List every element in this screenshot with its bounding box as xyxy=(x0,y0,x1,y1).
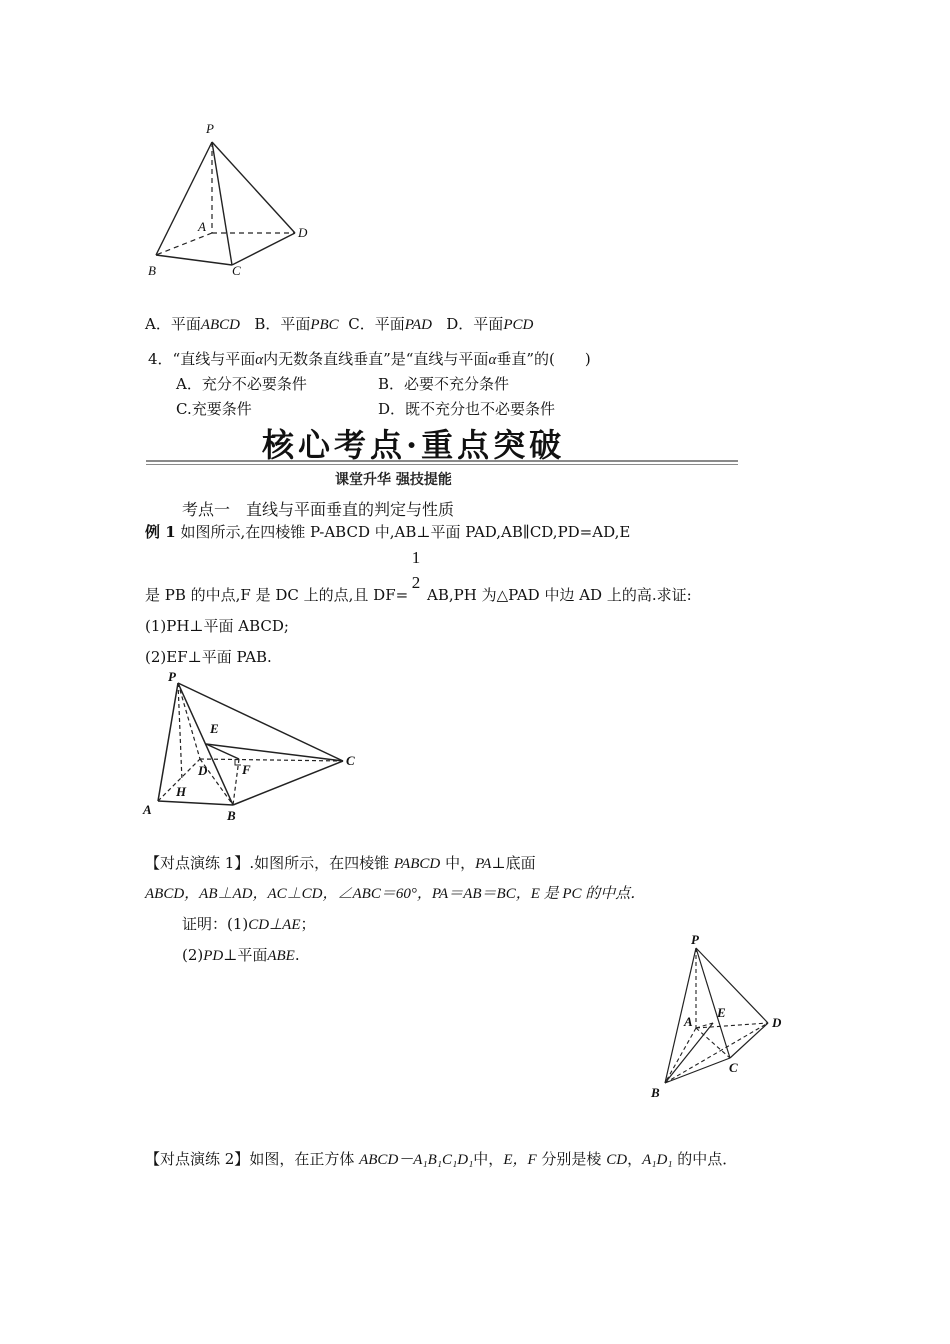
label-f: F xyxy=(242,762,251,777)
q3-option-d: D．平面PCD xyxy=(446,315,534,333)
drill1-line2: ABCD，AB⊥AD，AC⊥CD，∠ABC＝60°，PA＝AB＝BC，E 是 PC 的中点． xyxy=(145,886,646,902)
label-b: B xyxy=(148,263,156,278)
example1-line1 xyxy=(145,521,630,542)
figure-pyramid-2 xyxy=(138,668,368,828)
q4-option-a: A．充分不必要条件 xyxy=(176,375,307,393)
edge-ab-hidden xyxy=(156,233,212,255)
pyramid-1-diagram xyxy=(140,115,320,285)
label-b: B xyxy=(227,808,236,823)
edge-dc-hidden xyxy=(200,759,343,761)
drill1-proof1: 证明：(1)CD⊥AE； xyxy=(182,915,316,933)
label-e: E xyxy=(717,1005,726,1020)
example1-part1: (1)PH⊥平面 ABCD; xyxy=(145,617,289,635)
label-d: D xyxy=(298,225,308,240)
example1-part2: (2)EF⊥平面 PAB. xyxy=(145,648,272,666)
edge-cd xyxy=(730,1023,768,1058)
edge-pc xyxy=(696,948,730,1058)
edge-pb xyxy=(156,142,212,255)
fraction-half xyxy=(407,548,425,593)
edge-pd xyxy=(696,948,768,1023)
label-h: H xyxy=(176,784,187,799)
banner-subtitle: 课堂升华 强技提能 xyxy=(335,472,452,488)
diagonal-bd-hidden xyxy=(665,1023,768,1083)
example1-line2-pre: 是 PB 的中点,F 是 DC 上的点,且 DF= xyxy=(145,586,409,604)
drill2-line1: 【对点演练 2】如图，在正方体 ABCD－A₁B₁C₁D₁中，E，F 分别是棱 CD，A₁D₁ 的中点． xyxy=(145,1150,738,1168)
edge-pd-hidden xyxy=(178,683,200,759)
edge-pc xyxy=(178,683,343,761)
example1-text1: 如图所示,在四棱锥 P-ABCD 中,AB⊥平面 PAD,AB∥CD,PD=AD,E xyxy=(180,523,631,541)
q4-stem: 4．“直线与平面α内无数条直线垂直”是“直线与平面α垂直”的( ) xyxy=(148,350,591,368)
label-a: A xyxy=(684,1014,693,1029)
figure-pyramid-3 xyxy=(640,928,820,1103)
label-a: A xyxy=(198,219,206,234)
label-c: C xyxy=(232,263,241,278)
label-a: A xyxy=(143,802,152,817)
q4-option-b: B．必要不充分条件 xyxy=(378,375,510,393)
edge-ad-hidden xyxy=(696,1023,768,1028)
drill1-line1: 【对点演练 1】.如图所示，在四棱锥 PABCD 中，PA⊥底面 xyxy=(145,854,536,872)
fraction-numerator: 1 xyxy=(411,548,421,567)
edge-bc xyxy=(156,255,232,265)
q3-option-c: C．平面PAD xyxy=(348,315,432,333)
segment-ph-hidden xyxy=(178,683,182,781)
segment-fb-hidden xyxy=(233,759,239,805)
label-c: C xyxy=(346,753,355,768)
edge-cd xyxy=(232,233,295,265)
edge-pb xyxy=(178,683,233,805)
label-e: E xyxy=(210,721,219,736)
example1-label: 例 1 xyxy=(145,523,176,541)
edge-ab xyxy=(158,801,233,805)
q4-option-d: D．既不充分也不必要条件 xyxy=(378,400,556,418)
fraction-denominator: 2 xyxy=(411,573,421,592)
label-d: D xyxy=(198,763,208,778)
segment-ec xyxy=(206,744,343,761)
pyramid-2-diagram xyxy=(138,668,368,828)
q3-option-b: B．平面PBC xyxy=(254,315,339,333)
q3-option-a: A．平面ABCD xyxy=(145,315,241,333)
q3-options xyxy=(145,313,533,334)
label-c: C xyxy=(729,1060,738,1075)
fraction-bar xyxy=(407,568,425,569)
label-b: B xyxy=(651,1085,660,1100)
banner-title: 核心考点·重点突破 xyxy=(262,426,566,464)
label-d: D xyxy=(772,1015,782,1030)
pyramid-3-diagram xyxy=(640,928,820,1103)
label-p: P xyxy=(691,932,699,947)
label-p: P xyxy=(206,121,214,136)
figure-pyramid-1 xyxy=(140,115,320,285)
drill1-proof2: (2)PD⊥平面ABE. xyxy=(182,946,300,964)
q4-option-c: C.充要条件 xyxy=(176,400,252,418)
label-p: P xyxy=(168,669,176,684)
banner-divider xyxy=(146,460,738,465)
example1-line2-post: AB,PH 为△PAD 中边 AD 上的高.求证: xyxy=(427,586,692,604)
edge-ab-hidden xyxy=(665,1028,696,1083)
section-title: 考点一 直线与平面垂直的判定与性质 xyxy=(182,500,455,519)
